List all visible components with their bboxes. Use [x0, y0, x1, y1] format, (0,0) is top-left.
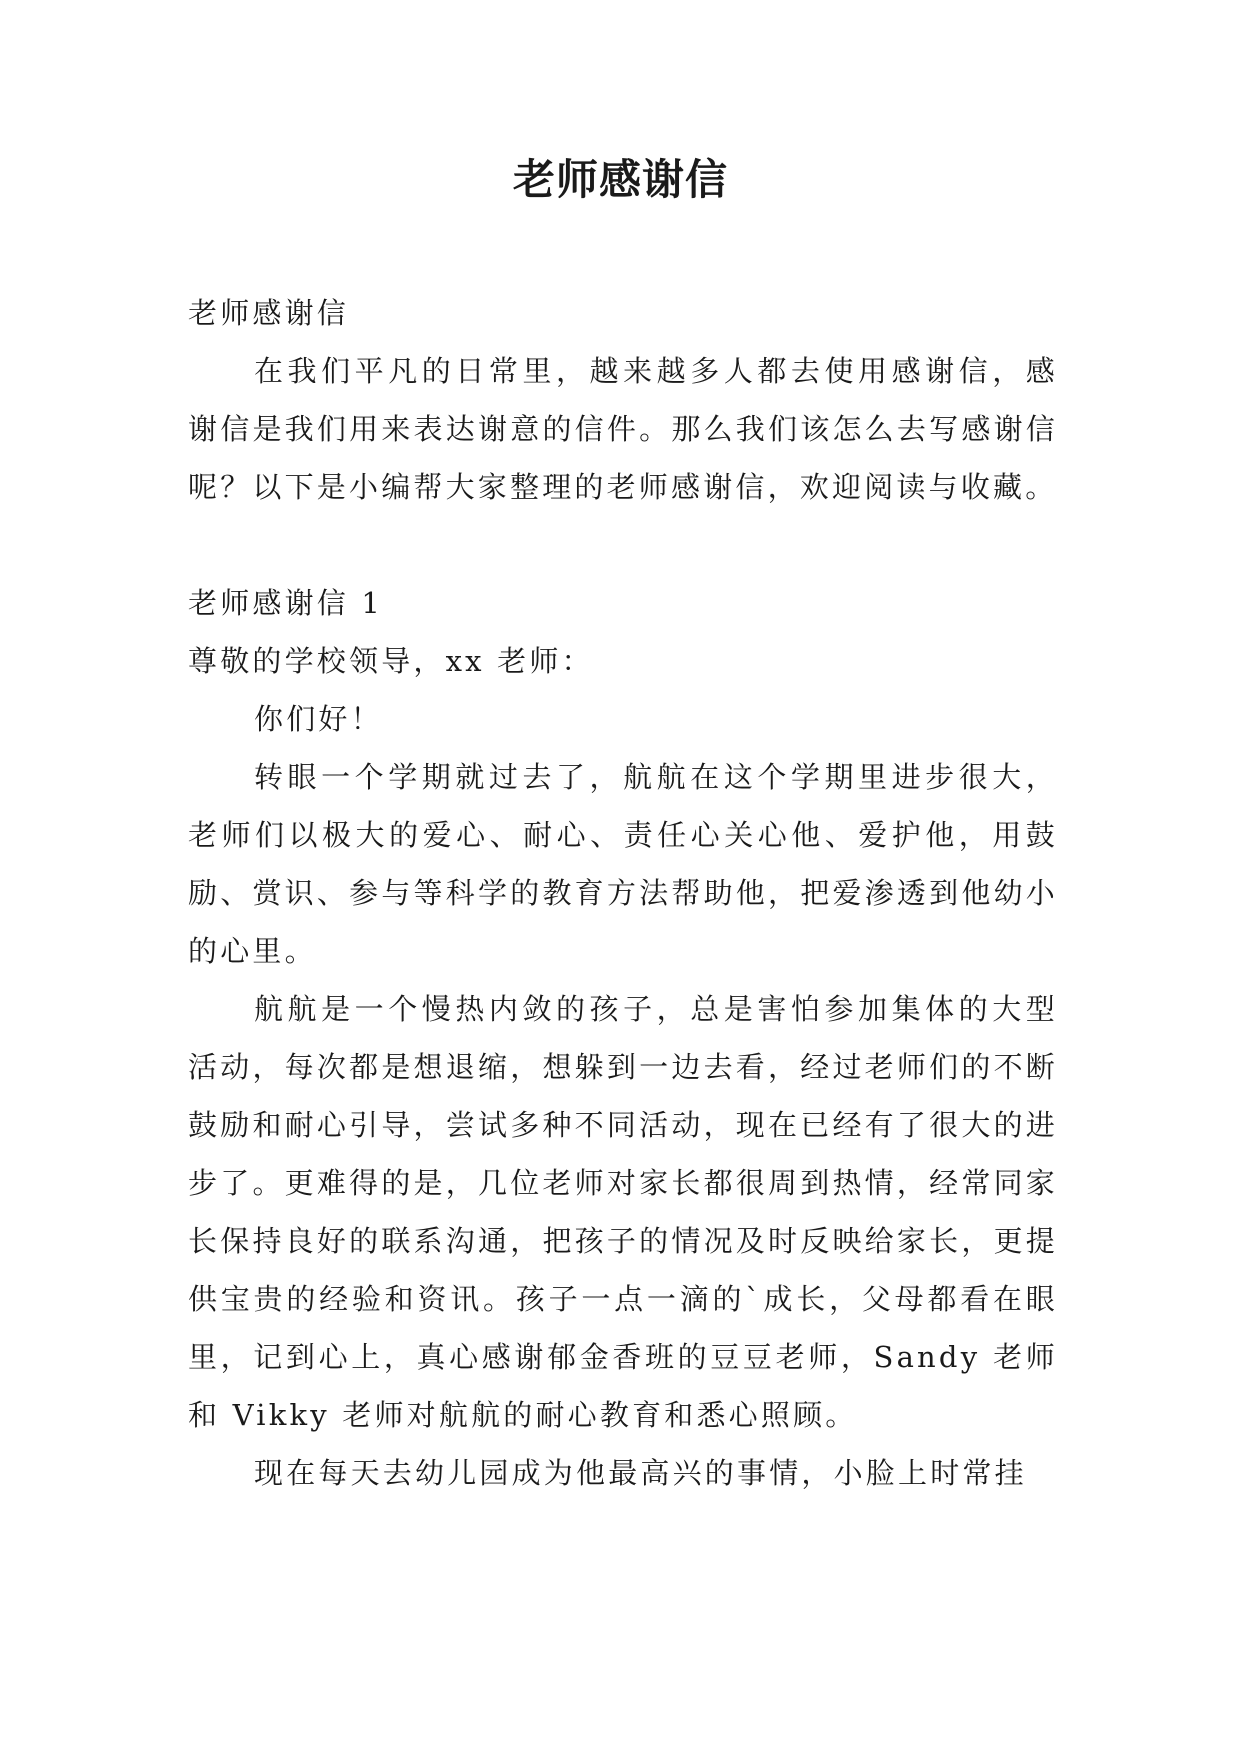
- letter-heading: 老师感谢信 1: [188, 586, 384, 620]
- section-spacer: [188, 516, 1058, 574]
- intro-heading: 老师感谢信: [188, 296, 350, 330]
- letter-paragraph-2: 航航是一个慢热内敛的孩子，总是害怕参加集体的大型活动，每次都是想退缩，想躲到一边去看，经过老师们的不断鼓励和耐心引导，尝试多种不同活动，现在已经有了很大的进步了。更难得的是，几位老师对家长都很周到热情，经常同家长保持良好的联系沟通，把孩子的情况及时反映给家长，更提供宝贵的经验和资讯。孩子一点一滴的`成长，父母都看在眼里，记到心上，真心感谢郁金香班的豆豆老师，Sandy 老师和 Vikky 老师对航航的耐心教育和悉心照顾。: [188, 992, 1058, 1432]
- letter-salutation: 尊敬的学校领导，xx 老师：: [188, 644, 594, 678]
- intro-paragraph: 在我们平凡的日常里，越来越多人都去使用感谢信，感谢信是我们用来表达谢意的信件。那么我们该怎么去写感谢信呢？以下是小编帮大家整理的老师感谢信，欢迎阅读与收藏。: [188, 354, 1058, 504]
- document-title: 老师感谢信: [512, 155, 728, 204]
- letter-paragraph-3: 现在每天去幼儿园成为他最高兴的事情，小脸上时常挂: [254, 1456, 1027, 1490]
- letter-greeting: 你们好！: [254, 702, 383, 736]
- document-body: [188, 284, 1058, 1502]
- letter-paragraph-1: 转眼一个学期就过去了，航航在这个学期里进步很大，老师们以极大的爱心、耐心、责任心关心他、爱护他，用鼓励、赏识、参与等科学的教育方法帮助他，把爱渗透到他幼小的心里。: [188, 760, 1058, 968]
